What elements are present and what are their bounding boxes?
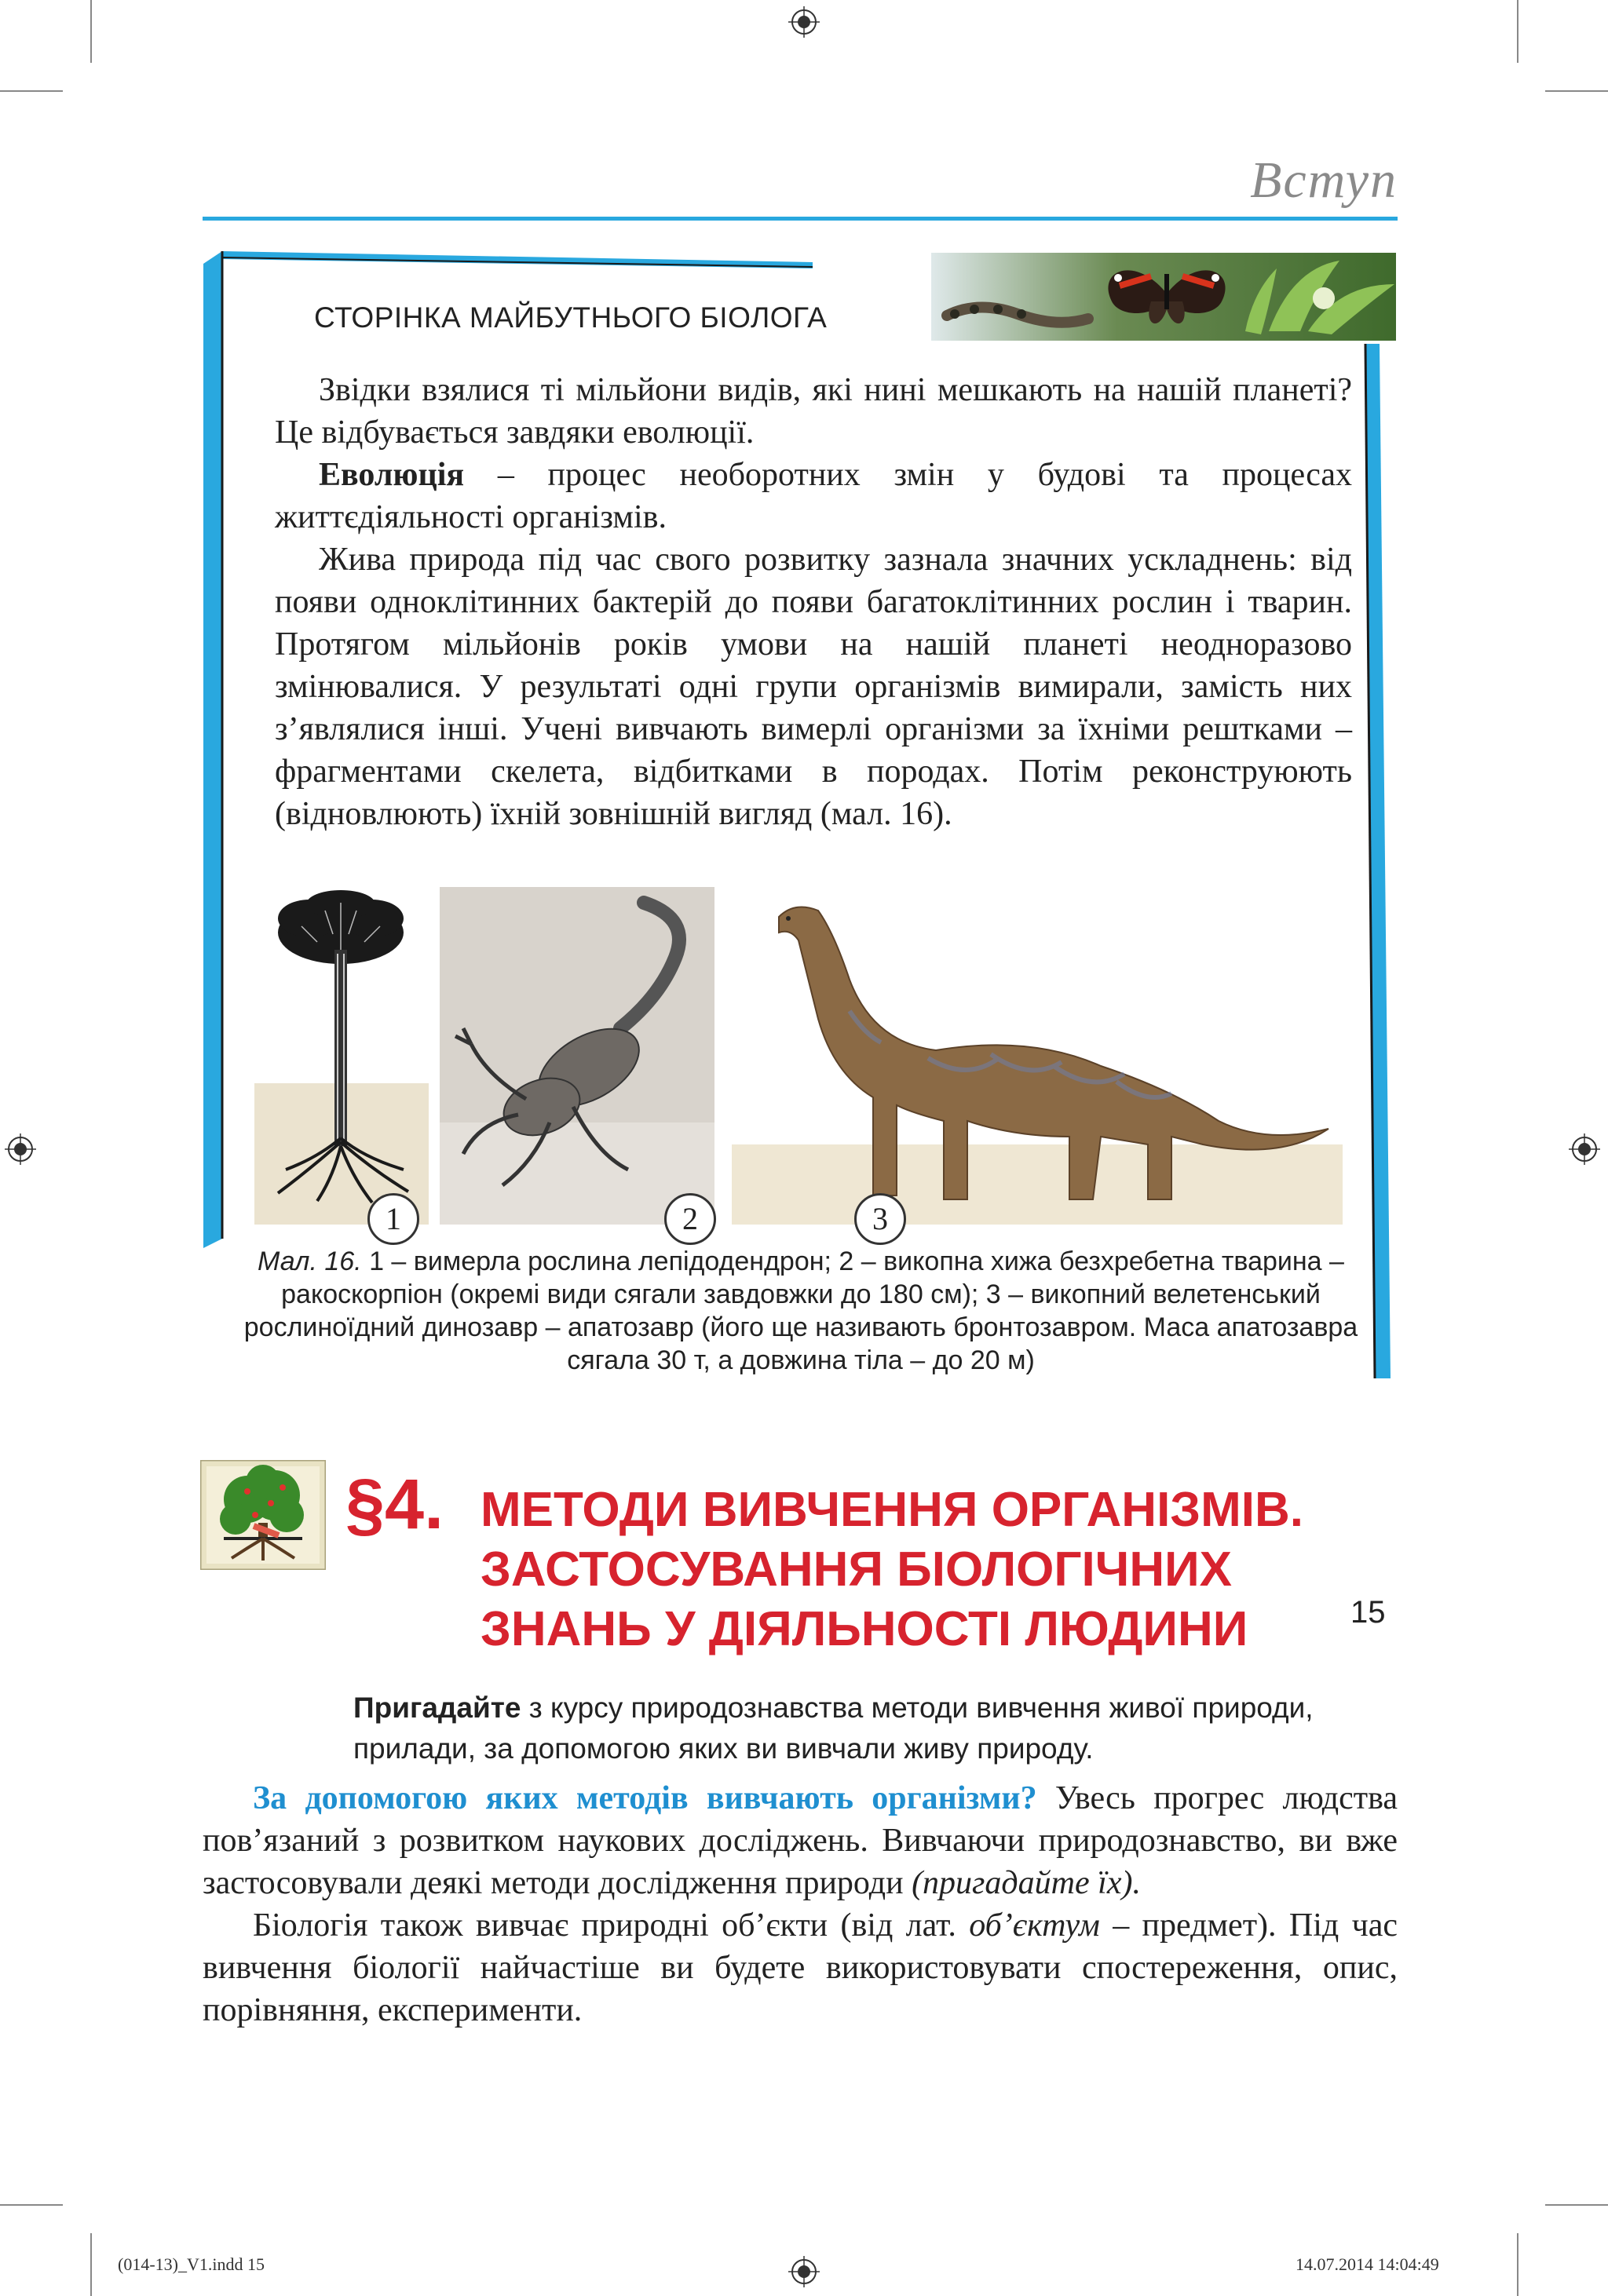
figure-ref: Мал. 16. bbox=[258, 1247, 362, 1276]
header-rule bbox=[203, 217, 1398, 221]
section-title bbox=[481, 1480, 1303, 1659]
footer-file: (014-13)_V1.indd 15 bbox=[118, 2254, 265, 2274]
section-title-line: ЗАСТОСУВАННЯ БІОЛОГІЧНИХ bbox=[481, 1542, 1233, 1597]
footer-timestamp: 14.07.2014 14:04:49 bbox=[1296, 2254, 1439, 2274]
chapter-title: Вступ bbox=[1250, 151, 1398, 209]
paragraph-text: – предмет). Під час вивчення біології найчастіше ви будете використовувати спостереження, опис, порівняння, експерименти. bbox=[203, 1907, 1398, 2028]
figure-label-2: 2 bbox=[664, 1193, 716, 1245]
page-number: 15 bbox=[1350, 1595, 1386, 1630]
recall-prompt bbox=[353, 1688, 1405, 1769]
recall-text: з курсу природознавства методи вивчення живої природи, прилади, за допомогою яких ви вивчали живу природу. bbox=[353, 1692, 1314, 1765]
registration-mark-icon bbox=[5, 1133, 36, 1165]
figure-caption bbox=[236, 1245, 1366, 1377]
paragraph-text: Біологія також вивчає природні об’єкти (від лат. bbox=[253, 1907, 970, 1944]
tree-roots-icon bbox=[200, 1460, 326, 1570]
crop-mark bbox=[1545, 90, 1608, 92]
box-paragraph bbox=[275, 454, 1352, 538]
eurypterid-image bbox=[440, 887, 714, 1225]
main-body bbox=[203, 1777, 1398, 2031]
section-title-line: МЕТОДИ ВИВЧЕННЯ ОРГАНІЗМІВ. bbox=[481, 1483, 1304, 1537]
box-paragraph: Звідки взялися ті мільйони видів, які нині мешкають на нашій планеті? Це відбувається завдяки еволюції. bbox=[275, 372, 1352, 451]
registration-mark-icon bbox=[788, 2256, 820, 2287]
definition-text: – процес необоротних змін у будові та процесах життєдіяльності організмів. bbox=[275, 457, 1352, 535]
crop-mark bbox=[1545, 2204, 1608, 2206]
main-paragraph bbox=[203, 1904, 1398, 2031]
lepidodendron-image bbox=[254, 887, 429, 1225]
crop-mark bbox=[0, 90, 63, 92]
figure-label-3: 3 bbox=[854, 1193, 906, 1245]
box-paragraph: Жива природа під час свого розвитку зазнала значних ускладнень: від появи одноклітинних бактерій до появи багатоклітинних рослин і тварин. Протягом мільйонів років умови на нашій планеті неодноразово змінювалися. У результаті одні групи організмів вимирали, замість них з’являлися інші. Учені вивчають вимерлі організми за їхніми рештками – фрагментами скелета, відбитками в породах. Потім реконструюють (відновлюють) їхній зовнішній вигляд (мал. 16). bbox=[275, 542, 1352, 832]
paragraph-text: Увесь прогрес людства пов’язаний з розвитком наукових досліджень. Вивчаючи природознавство, ви вже застосовували деякі методи дослідження природи bbox=[203, 1780, 1398, 1901]
section-title-line: ЗНАНЬ У ДІЯЛЬНОСТІ ЛЮДИНИ bbox=[481, 1602, 1248, 1656]
apatosaurus-image bbox=[732, 885, 1343, 1225]
registration-mark-icon bbox=[1569, 1133, 1600, 1165]
guiding-question: За допомогою яких методів вивчають організми? bbox=[253, 1780, 1037, 1816]
italic-text: об’єктум bbox=[969, 1907, 1100, 1944]
crop-mark bbox=[0, 2204, 63, 2206]
term-evolution: Еволюція bbox=[319, 457, 465, 493]
recall-keyword: Пригадайте bbox=[353, 1692, 521, 1724]
italic-text: (пригадайте їх). bbox=[912, 1865, 1141, 1901]
box-body bbox=[275, 369, 1352, 835]
crop-mark bbox=[1517, 2233, 1518, 2296]
box-title: СТОРІНКА МАЙБУТНЬОГО БІОЛОГА bbox=[314, 301, 828, 334]
crop-mark bbox=[90, 0, 92, 63]
crop-mark bbox=[1517, 0, 1518, 63]
figure-label-1: 1 bbox=[367, 1193, 419, 1245]
crop-mark bbox=[90, 2233, 92, 2296]
main-paragraph bbox=[203, 1777, 1398, 1904]
butterfly-banner-image bbox=[931, 253, 1396, 341]
registration-mark-icon bbox=[788, 6, 820, 38]
section-number: §4. bbox=[345, 1466, 444, 1544]
figure-caption-text: 1 – вимерла рослина лепідодендрон; 2 – викопна хижа безхребетна тварина – ракоскорпіон (окремі види сягали завдовжки до 180 см); 3 – викопний велетенський рослиноїдний динозавр – апатозавр (його ще називають бронтозавром. Маса апатозавра сягала 30 т, а довжина тіла – до 20 м) bbox=[243, 1247, 1358, 1375]
